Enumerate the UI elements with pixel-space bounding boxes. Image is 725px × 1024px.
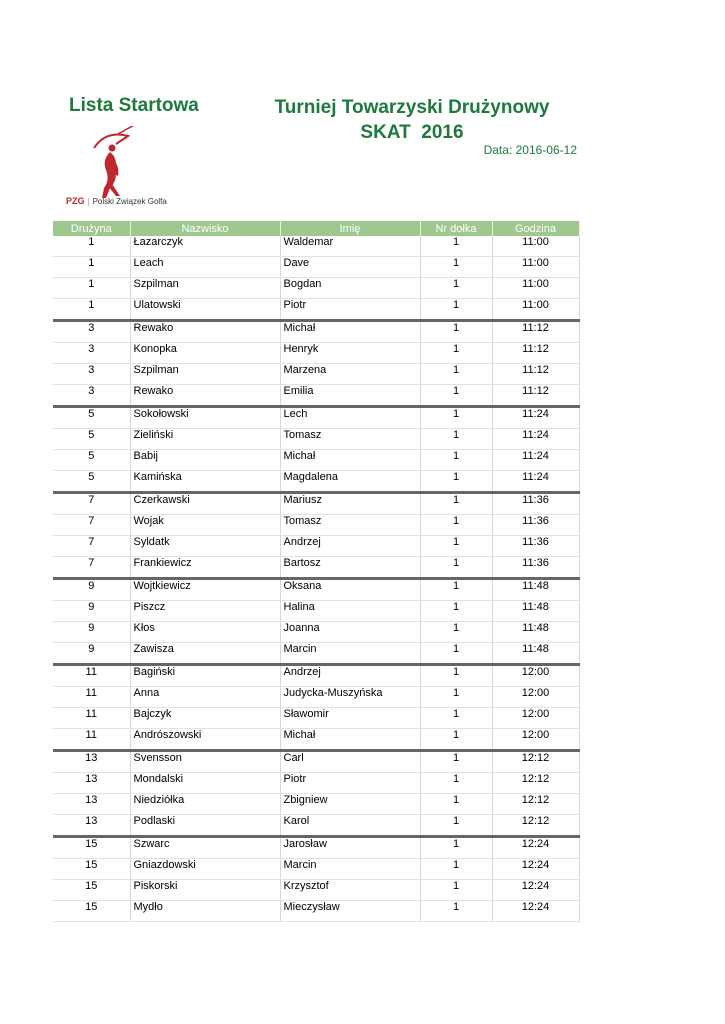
team-cell: 7 [53, 557, 130, 579]
surname-cell: Szwarc [130, 837, 280, 859]
time-cell: 11:00 [492, 236, 579, 257]
header-time: Godzina [492, 221, 579, 236]
table-row [53, 708, 579, 729]
time-cell: 12:24 [492, 859, 579, 880]
org-abbrev: PZG [66, 196, 85, 206]
time-cell: 11:48 [492, 622, 579, 643]
team-cell: 5 [53, 450, 130, 471]
table-row [53, 665, 579, 687]
firstname-cell: Mieczysław [280, 901, 420, 922]
hole-cell: 1 [420, 471, 492, 493]
surname-cell: Bagiński [130, 665, 280, 687]
time-cell: 11:00 [492, 278, 579, 299]
hole-cell: 1 [420, 708, 492, 729]
time-cell: 11:12 [492, 364, 579, 385]
surname-cell: Mondalski [130, 773, 280, 794]
firstname-cell: Michał [280, 729, 420, 751]
firstname-cell: Marzena [280, 364, 420, 385]
team-cell: 1 [53, 257, 130, 278]
table-row [53, 687, 579, 708]
team-cell: 15 [53, 880, 130, 901]
firstname-cell: Tomasz [280, 429, 420, 450]
surname-cell: Wojtkiewicz [130, 579, 280, 601]
firstname-cell: Jarosław [280, 837, 420, 859]
surname-cell: Babij [130, 450, 280, 471]
team-cell: 7 [53, 536, 130, 557]
surname-cell: Svensson [130, 751, 280, 773]
surname-cell: Ulatowski [130, 299, 280, 321]
header-firstname: Imię [280, 221, 420, 236]
surname-cell: Kamińska [130, 471, 280, 493]
table-row [53, 385, 579, 407]
time-cell: 12:12 [492, 773, 579, 794]
surname-cell: Łazarczyk [130, 236, 280, 257]
firstname-cell: Tomasz [280, 515, 420, 536]
table-row [53, 557, 579, 579]
team-cell: 5 [53, 471, 130, 493]
team-cell: 15 [53, 901, 130, 922]
table-row [53, 429, 579, 450]
surname-cell: Konopka [130, 343, 280, 364]
time-cell: 11:48 [492, 643, 579, 665]
surname-cell: Frankiewicz [130, 557, 280, 579]
firstname-cell: Mariusz [280, 493, 420, 515]
hole-cell: 1 [420, 343, 492, 364]
table-row [53, 343, 579, 364]
table-row [53, 364, 579, 385]
hole-cell: 1 [420, 493, 492, 515]
firstname-cell: Lech [280, 407, 420, 429]
time-cell: 12:12 [492, 751, 579, 773]
table-row [53, 278, 579, 299]
surname-cell: Szpilman [130, 364, 280, 385]
time-cell: 12:00 [492, 729, 579, 751]
tournament-edition: SKAT 2016 [360, 122, 464, 143]
hole-cell: 1 [420, 385, 492, 407]
hole-cell: 1 [420, 321, 492, 343]
table-row [53, 321, 579, 343]
hole-cell: 1 [420, 751, 492, 773]
team-cell: 13 [53, 773, 130, 794]
time-cell: 11:00 [492, 257, 579, 278]
hole-cell: 1 [420, 278, 492, 299]
hole-cell: 1 [420, 557, 492, 579]
team-cell: 13 [53, 794, 130, 815]
team-cell: 13 [53, 815, 130, 837]
time-cell: 11:36 [492, 515, 579, 536]
team-cell: 11 [53, 687, 130, 708]
firstname-cell: Zbigniew [280, 794, 420, 815]
hole-cell: 1 [420, 429, 492, 450]
table-row [53, 729, 579, 751]
firstname-cell: Emilia [280, 385, 420, 407]
table-row [53, 815, 579, 837]
table-row [53, 601, 579, 622]
team-cell: 13 [53, 751, 130, 773]
firstname-cell: Marcin [280, 859, 420, 880]
table-row [53, 901, 579, 922]
table-row [53, 536, 579, 557]
surname-cell: Andrószowski [130, 729, 280, 751]
hole-cell: 1 [420, 257, 492, 278]
time-cell: 12:12 [492, 815, 579, 837]
surname-cell: Zieliński [130, 429, 280, 450]
org-name: Polski Związek Golfa [92, 197, 167, 206]
hole-cell: 1 [420, 773, 492, 794]
table-row [53, 299, 579, 321]
surname-cell: Wojak [130, 515, 280, 536]
header-hole: Nr dołka [420, 221, 492, 236]
firstname-cell: Dave [280, 257, 420, 278]
table-row [53, 837, 579, 859]
table-row [53, 622, 579, 643]
hole-cell: 1 [420, 579, 492, 601]
tournament-name: Turniej Towarzyski Drużynowy [274, 97, 550, 118]
table-row [53, 257, 579, 278]
hole-cell: 1 [420, 515, 492, 536]
firstname-cell: Michał [280, 321, 420, 343]
time-cell: 12:00 [492, 665, 579, 687]
hole-cell: 1 [420, 450, 492, 471]
firstname-cell: Waldemar [280, 236, 420, 257]
hole-cell: 1 [420, 794, 492, 815]
table-row [53, 579, 579, 601]
firstname-cell: Oksana [280, 579, 420, 601]
header-team: Drużyna [53, 221, 130, 236]
hole-cell: 1 [420, 407, 492, 429]
team-cell: 11 [53, 665, 130, 687]
time-cell: 12:24 [492, 837, 579, 859]
surname-cell: Rewako [130, 321, 280, 343]
firstname-cell: Krzysztof [280, 880, 420, 901]
firstname-cell: Henryk [280, 343, 420, 364]
team-cell: 11 [53, 729, 130, 751]
hole-cell: 1 [420, 601, 492, 622]
start-list-table [53, 221, 580, 922]
time-cell: 11:24 [492, 471, 579, 493]
hole-cell: 1 [420, 837, 492, 859]
time-cell: 12:12 [492, 794, 579, 815]
hole-cell: 1 [420, 665, 492, 687]
table-row [53, 493, 579, 515]
surname-cell: Leach [130, 257, 280, 278]
surname-cell: Rewako [130, 385, 280, 407]
surname-cell: Gniazdowski [130, 859, 280, 880]
header-surname: Nazwisko [130, 221, 280, 236]
firstname-cell: Magdalena [280, 471, 420, 493]
time-cell: 11:24 [492, 429, 579, 450]
hole-cell: 1 [420, 622, 492, 643]
time-cell: 11:24 [492, 407, 579, 429]
table-row [53, 407, 579, 429]
hole-cell: 1 [420, 901, 492, 922]
date-label: Data: 2016-06-12 [483, 143, 577, 157]
hole-cell: 1 [420, 299, 492, 321]
hole-cell: 1 [420, 536, 492, 557]
surname-cell: Mydło [130, 901, 280, 922]
firstname-cell: Bogdan [280, 278, 420, 299]
time-cell: 11:48 [492, 579, 579, 601]
table-header-row [53, 221, 579, 236]
team-cell: 3 [53, 321, 130, 343]
time-cell: 11:12 [492, 321, 579, 343]
firstname-cell: Karol [280, 815, 420, 837]
surname-cell: Czerkawski [130, 493, 280, 515]
hole-cell: 1 [420, 236, 492, 257]
surname-cell: Sokołowski [130, 407, 280, 429]
surname-cell: Anna [130, 687, 280, 708]
table-row [53, 751, 579, 773]
hole-cell: 1 [420, 687, 492, 708]
team-cell: 3 [53, 364, 130, 385]
team-cell: 3 [53, 343, 130, 364]
firstname-cell: Andrzej [280, 665, 420, 687]
surname-cell: Zawisza [130, 643, 280, 665]
surname-cell: Niedziółka [130, 794, 280, 815]
table-row [53, 859, 579, 880]
team-cell: 9 [53, 579, 130, 601]
firstname-cell: Sławomir [280, 708, 420, 729]
hole-cell: 1 [420, 815, 492, 837]
surname-cell: Piskorski [130, 880, 280, 901]
table-row [53, 794, 579, 815]
time-cell: 12:24 [492, 901, 579, 922]
team-cell: 1 [53, 299, 130, 321]
table-row [53, 880, 579, 901]
surname-cell: Szpilman [130, 278, 280, 299]
firstname-cell: Andrzej [280, 536, 420, 557]
team-cell: 1 [53, 236, 130, 257]
team-cell: 15 [53, 859, 130, 880]
list-title: Lista Startowa [69, 95, 199, 116]
hole-cell: 1 [420, 880, 492, 901]
firstname-cell: Halina [280, 601, 420, 622]
team-cell: 15 [53, 837, 130, 859]
hole-cell: 1 [420, 729, 492, 751]
time-cell: 12:00 [492, 708, 579, 729]
hole-cell: 1 [420, 364, 492, 385]
tournament-title [262, 95, 562, 145]
team-cell: 3 [53, 385, 130, 407]
firstname-cell: Bartosz [280, 557, 420, 579]
time-cell: 11:00 [492, 299, 579, 321]
team-cell: 5 [53, 407, 130, 429]
time-cell: 11:36 [492, 557, 579, 579]
table-row [53, 471, 579, 493]
firstname-cell: Michał [280, 450, 420, 471]
time-cell: 11:36 [492, 536, 579, 557]
team-cell: 11 [53, 708, 130, 729]
org-logo-text: PZG | Polski Związek Golfa [66, 196, 167, 206]
surname-cell: Piszcz [130, 601, 280, 622]
time-cell: 11:12 [492, 343, 579, 364]
surname-cell: Bajczyk [130, 708, 280, 729]
team-cell: 9 [53, 601, 130, 622]
surname-cell: Kłos [130, 622, 280, 643]
firstname-cell: Piotr [280, 299, 420, 321]
table-row [53, 773, 579, 794]
surname-cell: Syldatk [130, 536, 280, 557]
firstname-cell: Carl [280, 751, 420, 773]
time-cell: 12:00 [492, 687, 579, 708]
table-row [53, 236, 579, 257]
team-cell: 7 [53, 515, 130, 536]
table-row [53, 450, 579, 471]
table-row [53, 643, 579, 665]
surname-cell: Podlaski [130, 815, 280, 837]
time-cell: 11:48 [492, 601, 579, 622]
time-cell: 11:36 [492, 493, 579, 515]
team-cell: 9 [53, 643, 130, 665]
time-cell: 11:12 [492, 385, 579, 407]
team-cell: 5 [53, 429, 130, 450]
team-cell: 9 [53, 622, 130, 643]
hole-cell: 1 [420, 643, 492, 665]
firstname-cell: Joanna [280, 622, 420, 643]
table-row [53, 515, 579, 536]
hole-cell: 1 [420, 859, 492, 880]
team-cell: 1 [53, 278, 130, 299]
team-cell: 7 [53, 493, 130, 515]
time-cell: 12:24 [492, 880, 579, 901]
time-cell: 11:24 [492, 450, 579, 471]
firstname-cell: Judycka-Muszyńska [280, 687, 420, 708]
firstname-cell: Piotr [280, 773, 420, 794]
firstname-cell: Marcin [280, 643, 420, 665]
